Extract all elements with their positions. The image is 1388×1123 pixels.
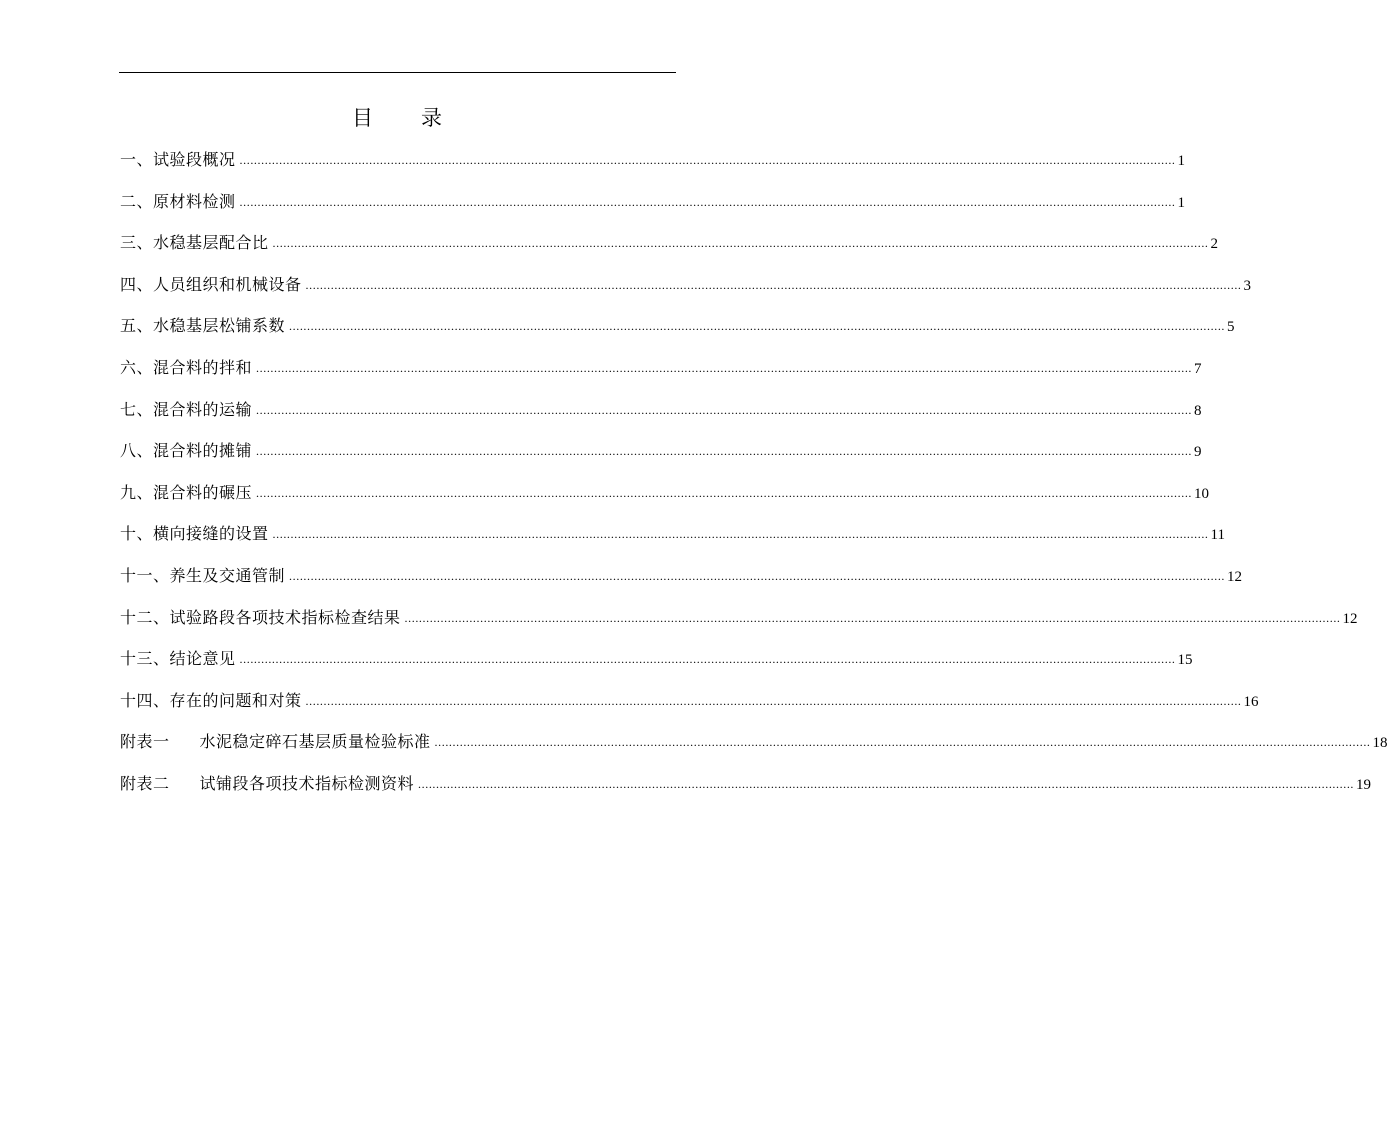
toc-dot-leader: .................................................................................................................................................................................................................................................................... <box>256 360 1193 375</box>
toc-entry-text: 水泥稳定碎石基层质量检验标准 <box>199 732 431 752</box>
toc-entry[interactable] <box>120 606 1358 648</box>
toc-entry[interactable] <box>120 689 1259 731</box>
toc-dot-leader: .................................................................................................................................................................................................................................................................... <box>418 776 1355 791</box>
toc-page-number: 12 <box>1227 568 1243 585</box>
toc-entry[interactable] <box>120 730 1388 772</box>
toc-entry[interactable] <box>120 772 1372 814</box>
toc-page-number: 3 <box>1243 277 1252 294</box>
toc-entry-label: 四、人员组织和机械设备 <box>120 274 302 294</box>
toc-entry-label: 十一、养生及交通管制 <box>120 565 286 585</box>
toc-dot-leader: .................................................................................................................................................................................................................................................................... <box>305 277 1242 292</box>
toc-entry-label: 五、水稳基层松铺系数 <box>120 316 286 336</box>
toc-dot-leader: .................................................................................................................................................................................................................................................................... <box>256 402 1193 417</box>
toc-entry[interactable] <box>120 356 1202 398</box>
toc-title <box>0 104 794 132</box>
toc-entry-label: 六、混合料的拌和 <box>120 357 253 377</box>
toc-entry-label: 十、横向接缝的设置 <box>120 524 269 544</box>
toc-page-number: 16 <box>1243 693 1259 710</box>
toc-page-number: 1 <box>1177 194 1186 211</box>
toc-entry-label: 十二、试验路段各项技术指标检查结果 <box>120 607 401 627</box>
toc-page-number: 11 <box>1210 527 1225 544</box>
toc-dot-leader: .................................................................................................................................................................................................................................................................... <box>239 194 1176 209</box>
toc-entry[interactable] <box>120 398 1202 440</box>
toc-entry-label: 十三、结论意见 <box>120 649 236 669</box>
toc-entry[interactable] <box>120 564 1243 606</box>
toc-dot-leader: .................................................................................................................................................................................................................................................................... <box>256 444 1193 459</box>
toc-page-number: 2 <box>1210 236 1219 253</box>
toc-dot-leader: .................................................................................................................................................................................................................................................................... <box>272 527 1209 542</box>
toc-dot-leader: .................................................................................................................................................................................................................................................................... <box>289 568 1226 583</box>
toc-page-number: 5 <box>1227 319 1235 336</box>
toc-entry[interactable] <box>120 314 1235 356</box>
toc-entry-label <box>120 772 414 796</box>
toc-entry-label: 一、试验段概况 <box>120 150 236 169</box>
toc-dot-leader: .................................................................................................................................................................................................................................................................... <box>239 652 1176 667</box>
toc-entry-label: 二、原材料检测 <box>120 191 236 211</box>
toc-entry[interactable] <box>120 481 1210 523</box>
toc-entry-label: 七、混合料的运输 <box>120 399 253 419</box>
toc-entry-prefix: 附表二 <box>120 773 170 793</box>
toc-dot-leader: .................................................................................................................................................................................................................................................................... <box>289 319 1226 334</box>
toc-title-char-1: 目 <box>352 106 373 130</box>
toc-entry[interactable] <box>120 522 1225 564</box>
toc-page-number: 7 <box>1194 360 1202 377</box>
toc-entry[interactable] <box>120 148 1186 190</box>
toc-title-char-2: 录 <box>421 106 442 130</box>
toc-page-number: 12 <box>1342 610 1358 627</box>
toc-entry[interactable] <box>120 439 1202 481</box>
toc-entry-label: 三、水稳基层配合比 <box>120 233 269 253</box>
toc-page-number: 10 <box>1194 485 1210 502</box>
toc-dot-leader: .................................................................................................................................................................................................................................................................... <box>404 610 1341 625</box>
toc-page-number: 8 <box>1194 402 1202 419</box>
toc-entry[interactable] <box>120 273 1252 315</box>
toc-entry-label: 十四、存在的问题和对策 <box>120 690 302 710</box>
toc-page-number: 9 <box>1194 444 1202 461</box>
toc-entry-label: 八、混合料的摊铺 <box>120 441 253 461</box>
toc-page-number: 1 <box>1177 153 1186 169</box>
toc-entry-label <box>120 730 431 754</box>
toc-entry-label: 九、混合料的碾压 <box>120 482 253 502</box>
toc-entry[interactable] <box>120 231 1219 273</box>
toc-page-number: 18 <box>1372 735 1388 752</box>
header-rule <box>119 72 676 73</box>
table-of-contents <box>120 148 1388 814</box>
toc-dot-leader: .................................................................................................................................................................................................................................................................... <box>305 693 1242 708</box>
toc-dot-leader: .................................................................................................................................................................................................................................................................... <box>434 735 1371 750</box>
toc-entry-text: 试铺段各项技术指标检测资料 <box>199 773 415 793</box>
toc-entry[interactable] <box>120 190 1186 232</box>
toc-dot-leader: .................................................................................................................................................................................................................................................................... <box>239 153 1176 167</box>
toc-dot-leader: .................................................................................................................................................................................................................................................................... <box>256 485 1193 500</box>
toc-page-number: 19 <box>1356 776 1372 793</box>
toc-entry[interactable] <box>120 647 1193 689</box>
toc-entry-prefix: 附表一 <box>120 732 170 752</box>
toc-dot-leader: .................................................................................................................................................................................................................................................................... <box>272 236 1209 251</box>
toc-page-number: 15 <box>1177 652 1193 669</box>
